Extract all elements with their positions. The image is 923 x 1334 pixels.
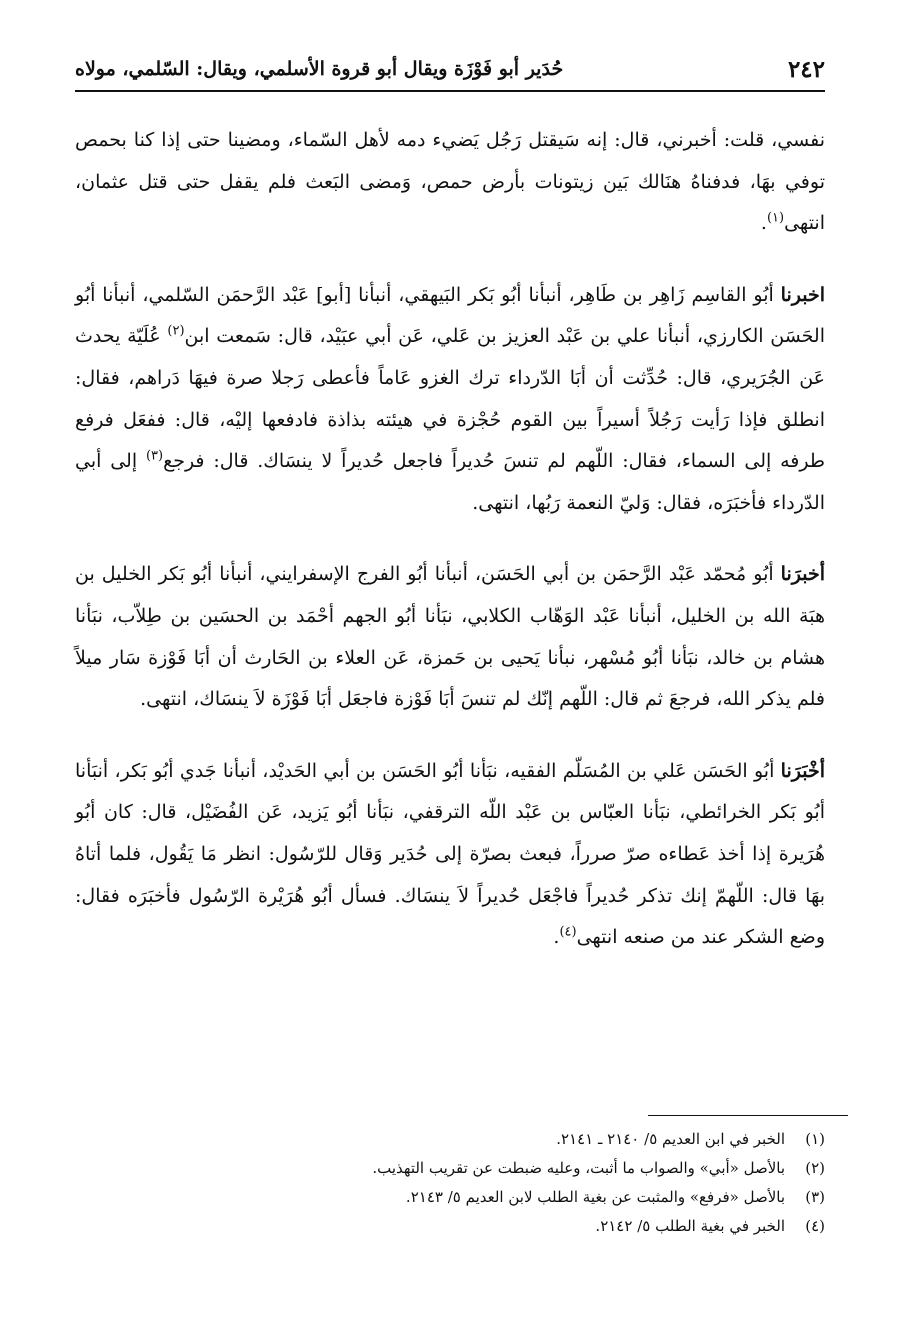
isnad-lead: أخبرَنا [780,563,825,586]
footnote-number: (٤) [805,1217,825,1235]
footnote-text: الخبر في بغية الطلب ٥/ ٢١٤٢. [595,1217,785,1235]
footnote-divider [648,1115,848,1116]
paragraph-text-end: إلى أبي الدّرداء فأخبَرَه، فقال: وَليّ النعمة رَبُها، انتهى. [75,450,825,514]
paragraph-text: أبُو القاسِم زَاهِر بن طَاهِر، أنبأنا أبُو بَكر البَيهقي، أنبأنا [أبو] عَبْد الرَّحمَن السّلمي، أنبأنا أبُو الحَسَن الكارزي، أنبأنا علي بن عَبْد العزيز بن عَلي، عَن أبي عبَيْد، قال: سَمعت ابن [75,283,825,348]
footnote-number: (٣) [805,1188,825,1206]
footnote-4 [75,1212,825,1241]
paragraph-text-end: . [760,212,767,235]
isnad-lead: أخْبَرَنا [780,759,825,782]
paragraph-text: أبُو مُحمّد عَبْد الرَّحمَن بن أبي الحَسَن، أنبأنا أبُو الفرج الإسفرايني، أنبأنا أبُو بَكر الخليل بن هبَة الله بن الخليل، أنبأنا عَبْد الوَهّاب الكلابي، نبَأنا أبُو الجهم أحْمَد بن الحسَين بن طِلاّب، نبَأنا هشام بن خالد، نبَأنا أبُو مُسْهر، نبأنا يَحيى بن حَمزة، عَن العلاء بن الحَارث أن أبَا فَوْزة سَار ميلاً فلم يذكر الله، فرجعَ ثم قال: اللّهم إنّك لم تنسَ أبَا فَوْزة فاجعَل أبَا فَوْزَة لاَ ينسَاك، انتهى. [75,563,825,711]
paragraph-1 [75,120,825,245]
footnote-text: بالأصل «أبي» والصواب ما أثبت، وعليه ضبطت عن تقريب التهذيب. [372,1159,785,1177]
footnote-number: (٢) [805,1159,825,1177]
paragraph-2 [75,275,825,525]
footnote-text: الخبر في ابن العديم ٥/ ٢١٤٠ ـ ٢١٤١. [556,1130,785,1148]
paragraph-text: نفسي، قلت: أخبرني، قال: إنه سَيقتل رَجُل يَضيء دمه لأهل السّماء، ومضينا حتى إذا كنا بحمص توفي بهَا، فدفناهُ هنَالك بَين زيتونات بأرض حمص، وَمضى البَعث فلم يقفل حتى قتل عثمان، انتهى [75,129,825,235]
footnote-3 [75,1183,825,1212]
running-title: حُدَير أبو فَوْزَة ويقال أبو قروة الأسلمي، ويقال: السّلمي، مولاه [75,58,564,80]
footnote-ref-1[interactable]: (١) [766,210,785,226]
footnote-2 [75,1154,825,1183]
running-header [75,50,825,92]
paragraph-4 [75,751,825,959]
page-number: ٢٤٢ [787,56,825,83]
paragraph-text-end: . [553,926,560,949]
footnotes [75,1125,825,1241]
isnad-lead: اخبرنا [780,283,825,306]
paragraph-3 [75,554,825,720]
footnote-text: بالأصل «فرفع» والمثبت عن بغية الطلب لابن العديم ٥/ ٢١٤٣. [405,1188,785,1206]
footnote-1 [75,1125,825,1154]
footnote-ref-3[interactable]: (٣) [145,448,164,464]
footnote-ref-4[interactable]: (٤) [559,924,577,940]
paragraph-text: أبُو الحَسَن عَلي بن المُسَلّم الفقيه، نبَأنا أبُو الحَسَن بن أبي الحَديْد، أنبأنا جَدي أبُو بَكر، أنبَأنا أبُو بَكر الخرائطي، نبَأنا العبّاس بن عَبْد اللّه الترقفي، نبَأنا أبُو يَزيد، عَن الفُضَيْل، قال: كان أبُو هُرَيرة إذا أخذ عَطاءه صرّ صرراً، فبعث بصرّة إلى حُدَير وَقال للرّسُول: انظر مَا يَقُول، فلما أتاهُ بهَا قال: اللّهمّ إنك تذكر حُديراً فاجْعَل حُديراً لاَ ينسَاك. فسأل أبُو هُرَيْرة الرّسُول فأخبَرَه فقال: وضع الشكر عند من صنعه انتهى [75,759,825,949]
footnote-ref-2[interactable]: (٢) [167,324,185,340]
footnote-number: (١) [805,1130,825,1148]
main-text [75,120,825,989]
paragraph-text-middle: عُلَيّة يحدث عَن الجُرَيري، قال: حُدِّثت أن أبَا الدّرداء ترك الغزو عَاماً فأعطى رَجلا صرة فيهَا دَراهم، فقال: انطلق فإذا رَأيت رَجُلاً أسيراً بين القوم حُجْزة في هيئته بذاذة فادفعها إليْه، قال: ففعَل فرفع طرفه إلى السماء، فقال: اللّهم لم تنسَ حُديراً فاجعل حُديراً لا ينسَاك. قال: فرجع [75,325,825,473]
